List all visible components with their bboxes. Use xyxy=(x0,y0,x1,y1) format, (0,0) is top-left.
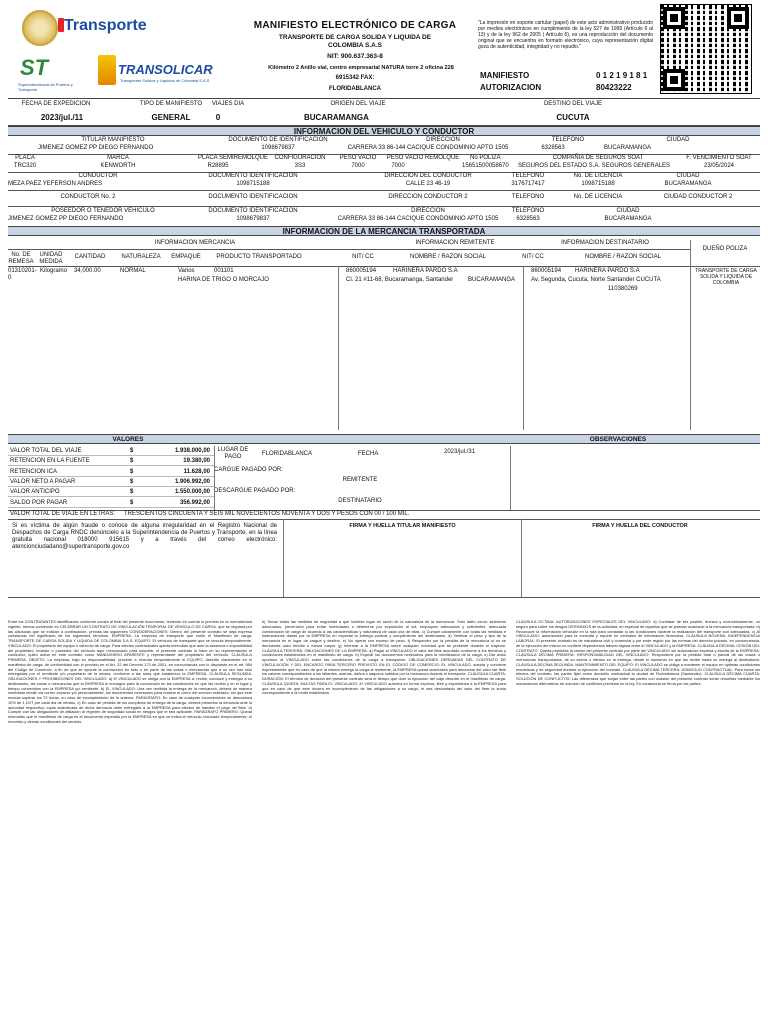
values-title: VALORES xyxy=(112,436,144,443)
producto-code: 001101 xyxy=(214,268,234,274)
conductor-doc-label: DOCUMENTO IDENTIFICACION xyxy=(208,173,298,179)
titular-row xyxy=(8,136,760,154)
letras: TRESCIENTOS CINCUENTA Y SEIS MIL NOVECIENTOS NOVENTA Y DOS Y PESOS CON 00 / 100 MIL. xyxy=(124,511,410,517)
conductor2-lic-label: No. DE LICENCIA xyxy=(573,194,623,200)
mercancia-info-label: INFORMACION MERCANCIA xyxy=(154,240,236,246)
poliza: 15651500058670 xyxy=(462,163,509,169)
titular-tel-label: TELEFONO xyxy=(551,137,585,143)
origen: BUCARAMANGA xyxy=(304,113,369,122)
transolicar-emblem-icon xyxy=(98,55,116,85)
poseedor-tel-label: TELEFONO xyxy=(511,208,545,214)
peso-vacio: 7000 xyxy=(351,163,365,169)
peso-remolque: 7000 xyxy=(391,163,405,169)
electronic-document-note: "La impresión en soporte cartular (papel) de este acto administrativo producido por medios electrónicos en cumplimiento de la ley 527 de 1999 (Artículo 6 al 13) y de la ley 962 de 2005 ( Artículo 6), es una reproducción del documento original que se encuentra en formato electrónico, cuya representación digital goza de autenticidad, integridad y no repudio." xyxy=(478,20,653,50)
dueno-poliza-label: DUEÑO POLIZA xyxy=(702,246,748,252)
placa: TRC320 xyxy=(13,163,37,169)
manifiesto-label: MANIFIESTO xyxy=(480,71,530,80)
value-label: SALDO POR PAGAR xyxy=(10,499,68,506)
lugar-pago-label: LUGAR DE PAGO xyxy=(217,447,249,460)
col-remesa: No. DE REMESA xyxy=(8,252,34,265)
currency-sign: $ xyxy=(130,458,134,465)
dueno-poliza: TRANSPORTE DE CARGA SOLIDA Y LIQUIDA DE COLOMBIA xyxy=(695,268,757,286)
value-row xyxy=(8,446,214,456)
poseedor-row xyxy=(8,206,760,226)
values-table xyxy=(8,446,218,508)
fecha-pago: 2023/jul./31 xyxy=(444,449,476,455)
cargo-columns xyxy=(8,250,690,266)
configuracion: 3S3 xyxy=(294,163,306,169)
company-address: Kilómetro 2 Anillo vial, centro empresarial NATURA torre 2 oficina 228 xyxy=(268,65,454,71)
descargue-pagado: DESTINATARIO xyxy=(338,498,382,504)
empaque: Varios xyxy=(178,268,195,274)
value-label: VALOR ANTICIPO xyxy=(10,489,60,496)
value-row xyxy=(8,498,214,508)
placa-label: PLACA xyxy=(15,155,35,161)
fecha-expedicion: 2023/jul./11 xyxy=(40,113,84,122)
currency-sign: $ xyxy=(130,468,134,475)
value-row xyxy=(8,487,214,497)
conductor2-city-label: CIUDAD CONDUCTOR 2 xyxy=(663,194,733,200)
value-row xyxy=(8,467,214,477)
currency-sign: $ xyxy=(130,478,134,485)
remitente-direccion: Cl. 21 #11-68, Bucaramanga, Santander xyxy=(346,277,454,283)
autorizacion-number: 80423222 xyxy=(596,83,632,92)
titular-label: TITULAR MANIFIESTO xyxy=(81,137,145,143)
cargo-row xyxy=(8,268,760,298)
destinatario-nombre: HARINERA PARDO S.A xyxy=(575,268,640,274)
conductor2-tel-label: TELEFONO xyxy=(511,194,545,200)
col-dest-nit: NIT/ CC xyxy=(522,254,544,260)
titular-dir-label: DIRECCION xyxy=(426,137,460,143)
unidad: Kilogramo xyxy=(40,268,68,274)
value-label: RETENCION ICA xyxy=(10,468,58,475)
poseedor-dir-label: DIRECCION xyxy=(411,208,445,214)
st-logo: ST xyxy=(20,55,49,80)
document-title: MANIFIESTO ELECTRÓNICO DE CARGA xyxy=(253,20,457,31)
company-logo-caption: Transportes Solidos y Liquidos de Colombia S.A.S xyxy=(120,78,210,83)
conductor-tel-label: TELEFONO xyxy=(511,173,545,179)
vehicle-row xyxy=(8,154,760,172)
destinatario-info-label: INFORMACION DESTINATARIO xyxy=(561,240,649,246)
firma-conductor-label: FIRMA Y HUELLA DEL CONDUCTOR xyxy=(592,523,688,529)
titular-dir: CARRERA 33 86-144 CACIQUE CONDOMINIO APTO 1505 xyxy=(347,145,509,151)
transporte-logo: Transporte xyxy=(64,17,147,34)
value-amount: 1.938.000,00 xyxy=(174,448,210,454)
conductor-doc: 1098715188 xyxy=(236,181,270,187)
remitente-nit: 860005194 xyxy=(346,268,377,274)
value-amount: 11.628,00 xyxy=(183,468,210,475)
semiremolque: R28895 xyxy=(207,163,229,169)
currency-sign: $ xyxy=(130,489,134,496)
transporte-logo-mark-icon xyxy=(58,18,64,32)
destino-label: DESTINO DEL VIAJE xyxy=(543,101,603,107)
semiremolque-label: PLACA SEMIREMOLQUE xyxy=(197,155,269,161)
value-amount: 19.380,00 xyxy=(183,458,210,465)
poseedor-label: POSEEDOR O TENEDOR VEHICULO xyxy=(51,208,155,214)
summary-table xyxy=(8,98,760,126)
conductor2-label: CONDUCTOR No. 2 xyxy=(60,194,116,200)
company-logo: TRANSOLICAR xyxy=(118,62,213,77)
poseedor-city-label: CIUDAD xyxy=(616,208,640,214)
poseedor: JIMENEZ GOMEZ PP DIEGO FERNANDO xyxy=(8,216,124,222)
origen-label: ORIGEN DEL VIAJE xyxy=(330,101,386,107)
titular-city: BUCARAMANGA xyxy=(604,145,652,151)
value-label: VALOR NETO A PAGAR xyxy=(10,478,76,485)
firma-titular-label: FIRMA Y HUELLA TITULAR MANIFIESTO xyxy=(349,523,456,529)
fraud-notice: Si es víctima de algún fraude o conoce de alguna irregularidad en el Registro Nacional de Despachos de Carga RNDC denúncielo a la Superintendencia de Puertos y Transporte, en la línea gratuita nacional 018000 915615 y a través del correo electrónico: atencionciudadano@supertransporte.gov.co xyxy=(12,523,277,550)
poseedor-dir: CARRERA 33 86-144 CACIQUE CONDOMINIO APTO 1505 xyxy=(337,216,499,222)
conductor-city-label: CIUDAD xyxy=(676,173,700,179)
destinatario-direccion: Av. Segunda, Cucuta, Norte Santander CUCUTA xyxy=(531,277,661,283)
col-unidad: UNIDAD MEDIDA xyxy=(39,252,63,265)
value-amount: 356.992,00 xyxy=(179,499,210,506)
cargo-section-title: INFORMACION DE LA MERCANCIA TRANSPORTADA xyxy=(8,226,760,236)
titular-doc: 1098679837 xyxy=(261,145,295,151)
peso-vacio-label: PESO VACIO xyxy=(339,155,377,161)
poseedor-doc: 1098679837 xyxy=(236,216,270,222)
marca-label: MARCA xyxy=(107,155,129,161)
legal-text-col-3: CLÁUSULA OCTAVA: AUTORIZACIONES ESPECIALES DEL VINCULADO: a) Contratar de ser posible, técnica y económicamente, un seguro para cubrir los riesgos DERIVADOS de la actividad, en especial de aquellos que se puedan ocasionar a la mercancía transportada. b) Reconocer la información vehicular en la ruta para constatar si las condiciones durante la realización del transporte son adecuadas. c) Al VINCULADO: autorización para la consulta y reporte en centrales de información financiera. CLÁUSULA NOVENA: INDEPENDENCIA LABORAL: El presente contrato es de naturaleza civil y comercial y por ende regido por las normas del derecho privado, en consecuencia, de la ejecución del mismo no confiere dependencia laboral alguna entre el VINCULADO y la EMPRESA. CLÁUSULA DÉCIMA: CESIÓN DEL CONTRATO: Queda prohibida la cesión del presente contrato por parte del VINCULADO sin autorización expresa y escrita de la EMPRESA. CLÁUSULA DÉCIMA PRIMERA: RESPONSABILIDAD DEL VINCULADO: Responderá por la pérdida total o parcial de las cosas o mercancías transportadas, de su avería o retraso en la entrega, desde el momento en que las recibe hasta su entrega al destinatario. CLÁUSULA DÉCIMA SEGUNDA: MANTENIMIENTO DEL EQUIPO: El VINCULADO se obliga a mantener el equipo en óptimas condiciones mecánicas y de seguridad durante la ejecución del contrato. CLÁUSULA DÉCIMA TERCERA: DOMICILIO CONTRACTUAL: Para todos los efectos del contrato, las partes fijan como domicilio contractual la ciudad de Floridablanca (Santander). CLÁUSULA DÉCIMA CUARTA: SOLUCIÓN DE CONFLICTOS: Las diferencias que surjan entre las partes con ocasión del presente contrato serán resueltas mediante los mecanismos alternativos de solución de conflictos previstos en la ley. En constancia se firma por las partes. xyxy=(516,620,760,686)
configuracion-label: CONFIGURACION xyxy=(274,155,326,161)
marca: KENWORTH xyxy=(100,163,136,169)
legal-text-col-2: b) Tomar todas las medidas de seguridad a que hubiese lugar en razón de la naturaleza de la mercancía. Todo daño como: siniestros adecuados, prevención para evitar humedades o deterioros por exposición al sol, empaques adecuados y suficientes, adecuada combinación de carga de acuerdo a las características y naturaleza de cada una de ellas. c) Cumplir cabalmente con todas las medidas e instrucciones dadas por la EMPRESA en especial la entrega puntual y cumplimiento del destinatario. d) Verificar el peso y tipo de la mercancía en el lugar de cargue y destino. e) No operar con exceso de peso. f) Responder por la pérdida de la mercancía si no se demuestra caso fortuito o fuerza mayor. g) Informar a la EMPRESA sobre cualquier novedad que se presente durante el trayecto. CLÁUSULA TERCERA: OBLIGACIONES DE LA EMPRESA: a) Pagar al VINCULADO el valor del flete acordado conforme a los términos y condiciones establecidos en el manifiesto de carga. b) Expedir los documentos necesarios para la movilización de la carga. c) Dar aviso oportuno al VINCULADO sobre las condiciones de la carga a transportar. OBLIGACIONES DERIVADAS DEL CONTRATO DE VINCULACIÓN Y DEL ENCARGO PARA TERCERO PREVISTO EN EL CÓDIGO DE COMERCIO: EL VINCULADO, acepta y conviene expresamente que en caso de que la misma entrega la carga al remitente, la EMPRESA queda autorizada para descontar del valor del flete los valores correspondientes a los faltantes, averías, daños o saqueos sufridos por la mercancía durante el transporte. CLÁUSULA CUARTA: DURACIÓN: El término de duración del presente contrato será el tiempo que dure la ejecución del viaje descrito en el manifiesto de carga. CLÁUSULA QUINTA: MULTAS PARA EL VINCULADO: El VINCULADO autoriza en forma expresa, libre y espontánea a la EMPRESA para que en caso de que este incurra en incumplimiento de las obligaciones a su cargo, le sea descontado del valor del flete la suma correspondiente a la multa establecida. xyxy=(262,620,506,696)
legal-text-col-1: Entre los CONTRATANTES identificados conforme consta al final del presente documento, teniendo en cuenta lo previsto en la normatividad vigente, hemos convenido en CELEBRAR UN CONTRATO DE VINCULACIÓN TEMPORAL DE VEHÍCULO DE CARGA, que se regulará por las cláusulas que se indican a continuación, previas las siguientes CONSIDERACIONES: Dentro del presente contrato se deja expresa constancia del significado de los siguientes términos. EMPRESA: La empresa de transporte que emite el Manifiesto de carga, TRANSPORTE DE CARGA SOLIDA Y LIQUIDA DE COLOMBIA S.A.S. EQUIPO: El vehículo de transporte que se vincula temporalmente. VINCULADO: El propietario del equipo o vehículo de carga. Para efectos contractuales queda entendido que ante la ausencia o imposibilidad del propietario, tenedor o poseedor del vehículo aquí mencionado para suscribir, el presente contrato lo hace en su representación el conductor, quien actúa en este contrato como MANDATARIO APARENTE y representante del propietario del vehículo. CLÁUSULA PRIMERA. OBJETO: La empresa, bajo su responsabilidad, procede a vincular temporalmente el EQUIPO, descrito claramente en el manifiesto de carga, de conformidad con lo previsto en el Art. 22 del Decreto 173 de 2001, en concordancia con lo dispuesto en el art. 984 del Código de Comercio, a fin de que se ejecute la conducción en todo o en parte de las cosas o mercancías que a su vez han sido entregadas por el remitente y/o propietario de la misma, conforme a las rutas que establezca la EMPRESA. CLÁUSULA SEGUNDA: OBLIGACIONES Y PROHIBICIONES DEL VINCULADO: a) El VINCULADO se obliga con la EMPRESA a: recibir, conducir y entregar a su destinatario, las cosas o mercancías que la EMPRESA le encargue para la conducción en las condiciones en que las recibió y en el lugar y tiempo convenidos con la EMPRESA y/o remitente. b) EL VINCULADO: Una vez recibida la entrega de la mercancía, deberá de manera inmediata remitir vía correo expreso y/o personalmente, los documentos necesarios para realizar el cobro del servicio realizado, sin que este exceda superar los 72 horas, en caso de incumplimiento de lo anterior. PARÁGRAFO: En caso de cualquier inconveniente se descontará 10% de 1 UVT por cada día de retraso. c) En caso de pérdida de los cumplidos de entrega de la carga, deberá presentar la denuncia ante la autoridad respectiva; copia autenticada de dicha denuncia debe entregarla a la EMPRESA para efectos de tramitar el pago del flete. d) Cumplir con las obligaciones de afiliación al régimen de seguridad social en riesgos que le sea aplicable. PARÁGRAFO PRIMERO: Queda entendido que el manifiesto de carga es el documento expedido por la EMPRESA en que se indica el vehículo vinculado temporalmente, el recorrido y demás condiciones del servicio. xyxy=(8,620,252,724)
remitente-info-label: INFORMACION REMITENTE xyxy=(415,240,495,246)
observaciones-title: OBSERVACIONES xyxy=(589,436,647,443)
poseedor-doc-label: DOCUMENTO IDENTIFICACION xyxy=(208,208,298,214)
col-rem-nit: NIT/ CC xyxy=(352,254,374,260)
remitente-ciudad: BUCARAMANGA xyxy=(468,277,516,283)
conductor: MEZA PAEZ YEFERSON ANDRES xyxy=(8,181,103,187)
value-label: RETENCION EN LA FUENTE xyxy=(10,458,90,465)
titular-tel: 6328563 xyxy=(541,145,565,151)
conductor-row xyxy=(8,172,760,190)
col-rem-nombre: NOMBRE / RAZON SOCIAL xyxy=(409,254,486,260)
destino: CUCUTA xyxy=(556,113,590,122)
value-label: VALOR TOTAL DEL VIAJE xyxy=(10,448,82,454)
document-subtitle-1: TRANSPORTE DE CARGA SOLIDA Y LIQUIDA DE xyxy=(278,34,432,41)
poliza-label: No POLIZA xyxy=(470,155,501,161)
conductor-tel: 3176717417 xyxy=(511,181,545,187)
licencia: 1098715188 xyxy=(581,181,615,187)
value-row xyxy=(8,477,214,487)
naturaleza: NORMAL xyxy=(120,268,146,274)
currency-sign: $ xyxy=(130,448,134,454)
descargue-label: DESCARGUE PAGADO POR: xyxy=(214,488,296,494)
lugar-pago: FLORIDABLANCA xyxy=(262,451,313,457)
company-phone: 6915342 FAX: xyxy=(335,75,375,81)
conductor2-dir-label: DIRECCION CONDUCTOR 2 xyxy=(388,194,468,200)
manifiesto-number: 0 1 2 1 9 1 8 1 xyxy=(596,71,648,80)
document-subtitle-2: COLOMBIA S.A.S xyxy=(328,42,382,49)
titular-city-label: CIUDAD xyxy=(666,137,690,143)
colombia-seal-icon xyxy=(22,10,58,46)
conductor-city: BUCARAMANGA xyxy=(664,181,712,187)
cantidad: 34,000.00 xyxy=(74,268,101,274)
soat-label: COMPAÑIA DE SEGUROS SOAT xyxy=(552,155,644,161)
col-cantidad: CANTIDAD xyxy=(74,254,106,260)
titular-doc-label: DOCUMENTO DE IDENTIFICACION xyxy=(228,137,328,143)
destinatario-nit: 860005194 xyxy=(531,268,562,274)
poseedor-city: BUCARAMANGA xyxy=(604,216,652,222)
vehicle-section-title: INFORMACION DEL VEHICULO Y CONDUCTOR xyxy=(8,126,760,136)
licencia-label: No. DE LICENCIA xyxy=(573,173,623,179)
conductor2-doc-label: DOCUMENTO IDENTIFICACION xyxy=(208,194,298,200)
values-header xyxy=(8,434,760,444)
col-producto: PRODUCTO TRANSPORTADO xyxy=(216,254,302,260)
remitente-nombre: HARINERA PARDO S.A xyxy=(393,268,458,274)
vence-soat-label: F. VENCIMIENTO SOAT xyxy=(686,155,752,161)
qr-code-icon xyxy=(660,4,752,94)
fecha-expedicion-label: FECHA DE EXPEDICION xyxy=(21,101,91,107)
col-empaque: EMPAQUE xyxy=(171,254,201,260)
conductor2-row xyxy=(8,190,760,206)
company-city: FLORIDABLANCA xyxy=(329,86,381,92)
col-naturaleza: NATURALEZA xyxy=(121,254,161,260)
remesa: 01310201-0 xyxy=(8,268,37,281)
value-row xyxy=(8,456,214,466)
cargue-label: CARGUE PAGADO POR: xyxy=(214,467,283,473)
viajes-dia: 0 xyxy=(215,113,221,122)
conductor-dir: CALLE 23 46-19 xyxy=(405,181,451,187)
st-logo-caption: Superintendencia de Puertos y Transporte xyxy=(18,82,73,92)
currency-sign: $ xyxy=(130,499,134,506)
poseedor-tel: 6328563 xyxy=(516,216,540,222)
viajes-dia-label: VIAJES DIA xyxy=(211,101,245,107)
company-nit: NIT: 900.637.363-8 xyxy=(327,53,383,60)
cargue-pagado: REMITENTE xyxy=(342,477,378,483)
conductor-label: CONDUCTOR xyxy=(78,173,118,179)
conductor-dir-label: DIRECCION DEL CONDUCTOR xyxy=(384,173,472,179)
value-amount: 1.906.992,00 xyxy=(174,478,210,485)
titular-value: JIMENEZ GOMEZ PP DIEGO FERNANDO xyxy=(38,145,154,151)
col-dest-nombre: NOMBRE / RAZON SOCIAL xyxy=(584,254,661,260)
vence-soat: 23/05/2024 xyxy=(703,163,735,169)
value-amount: 1.550.000,00 xyxy=(174,489,210,496)
tipo-manifiesto-label: TIPO DE MANIFIESTO xyxy=(139,101,203,107)
autorizacion-label: AUTORIZACION xyxy=(480,83,542,92)
producto: HARINA DE TRIGO O MORCAJO xyxy=(178,277,269,283)
destinatario-telefono: 110380269 xyxy=(608,286,638,292)
peso-remolque-label: PESO VACIO REMOLQUE xyxy=(386,155,460,161)
soat: SEGUROS DEL ESTADO S.A. SEGUROS GENERALES xyxy=(518,163,671,169)
letras-label: VALOR TOTAL DE VIAJE EN LETRAS: xyxy=(10,511,116,517)
tipo-manifiesto: GENERAL xyxy=(151,113,191,122)
fecha-pago-label: FECHA xyxy=(358,451,379,457)
